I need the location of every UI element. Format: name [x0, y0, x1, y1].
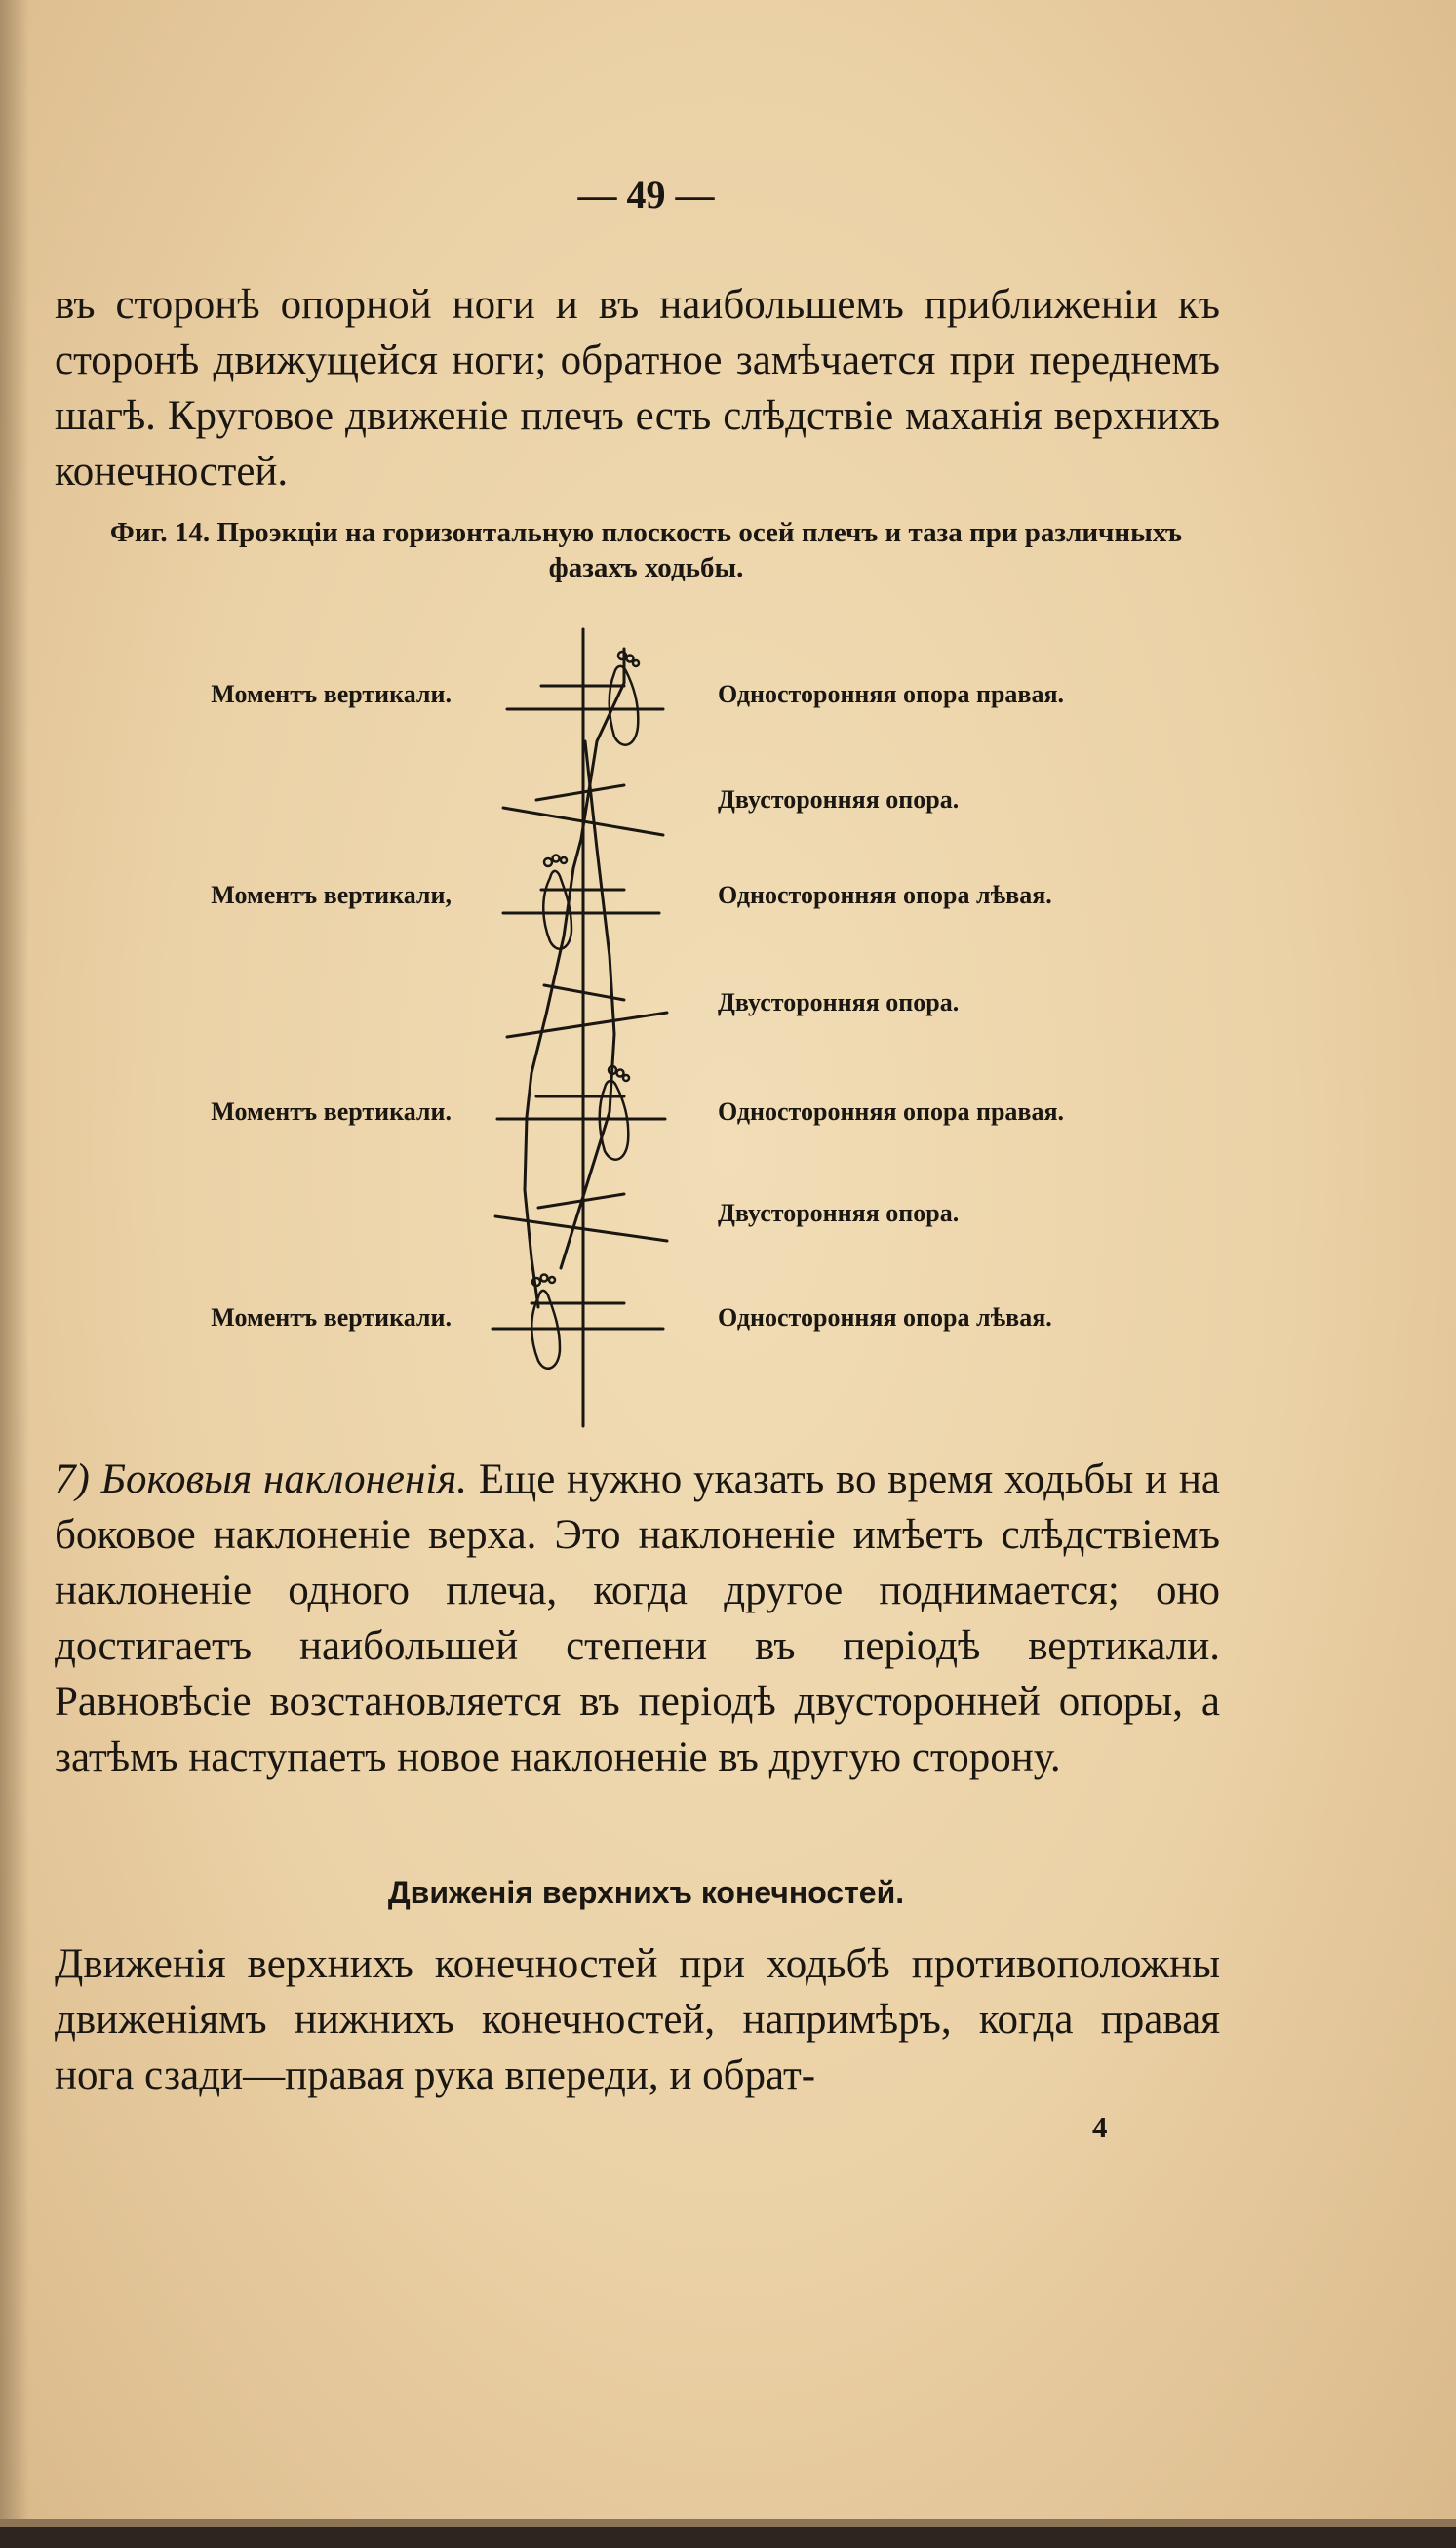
row-4-pelvis-line	[507, 1013, 667, 1037]
figure-row-3-right-label: Односторонняя опора лѣвая.	[718, 881, 1052, 909]
figure-row-5-left-label: Моментъ вертикали.	[211, 1097, 452, 1126]
figure-row-1-left-label: Моментъ вертикали.	[211, 680, 452, 708]
figure-row-7-right-label: Односторонняя опора лѣвая.	[718, 1303, 1052, 1332]
figure-row-2-right-label: Двусторонняя опора.	[718, 785, 960, 814]
figure-row-1-right-label: Односторонняя опора правая.	[718, 680, 1065, 708]
footprint-icon	[600, 1066, 629, 1160]
page-number: — 49 —	[577, 173, 715, 217]
paragraph-2-text: Еще нужно указать во время ходьбы и на боковое наклоненiе верха. Это наклоненiе имѣетъ слѣдствiемъ наклоненiе одного плеча, когда другое поднимается; оно достигаетъ наибольшей степени въ перiодѣ вертикали. Равновѣсiе возстановляется въ перiодѣ двусторонней опоры, а затѣмъ наступаетъ новое наклоненiе въ другую сторону.	[55, 1456, 1220, 1780]
figure-row-5-right-label: Односторонняя опора правая.	[718, 1097, 1065, 1126]
figure-row-3-left-label: Моментъ вертикали,	[211, 881, 452, 909]
paragraph-2	[55, 1452, 1220, 1785]
figure-caption: Фиг. 14. Проэкцiи на горизонтальную плоскость осей плечъ и таза при различныхъ фазахъ ходьбы.	[109, 517, 1183, 583]
page-bottom-shadow	[0, 2519, 1456, 2527]
paragraph-3: Движенiя верхнихъ конечностей при ходьбѣ противоположны движенiямъ нижнихъ конечностей, напримѣръ, когда правая нога сзади—правая рука впереди, и обрат-	[55, 1941, 1220, 2098]
row-6-pelvis-line	[495, 1216, 667, 1241]
section-heading: Движенiя верхнихъ конечностей.	[387, 1875, 905, 1910]
page-bottom-edge	[0, 2527, 1456, 2548]
figure-row-6-right-label: Двусторонняя опора.	[718, 1199, 960, 1227]
figure-row-7-left-label: Моментъ вертикали.	[211, 1303, 452, 1332]
paragraph-2-lead: 7) Боковыя наклоненiя.	[55, 1456, 468, 1502]
row-2-shoulder-line	[536, 785, 624, 800]
paragraph-1: въ сторонѣ опорной ноги и въ наибольшемъ приближенiи къ сторонѣ движущейся ноги; обратное замѣчается при переднемъ шагѣ. Круговое движенiе плечъ есть слѣдствiе маханiя верхнихъ конечностей.	[55, 282, 1220, 495]
figure-row-4-right-label: Двусторонняя опора.	[718, 988, 960, 1016]
footprint-icon	[543, 856, 571, 949]
signature-mark: 4	[1092, 2110, 1108, 2144]
